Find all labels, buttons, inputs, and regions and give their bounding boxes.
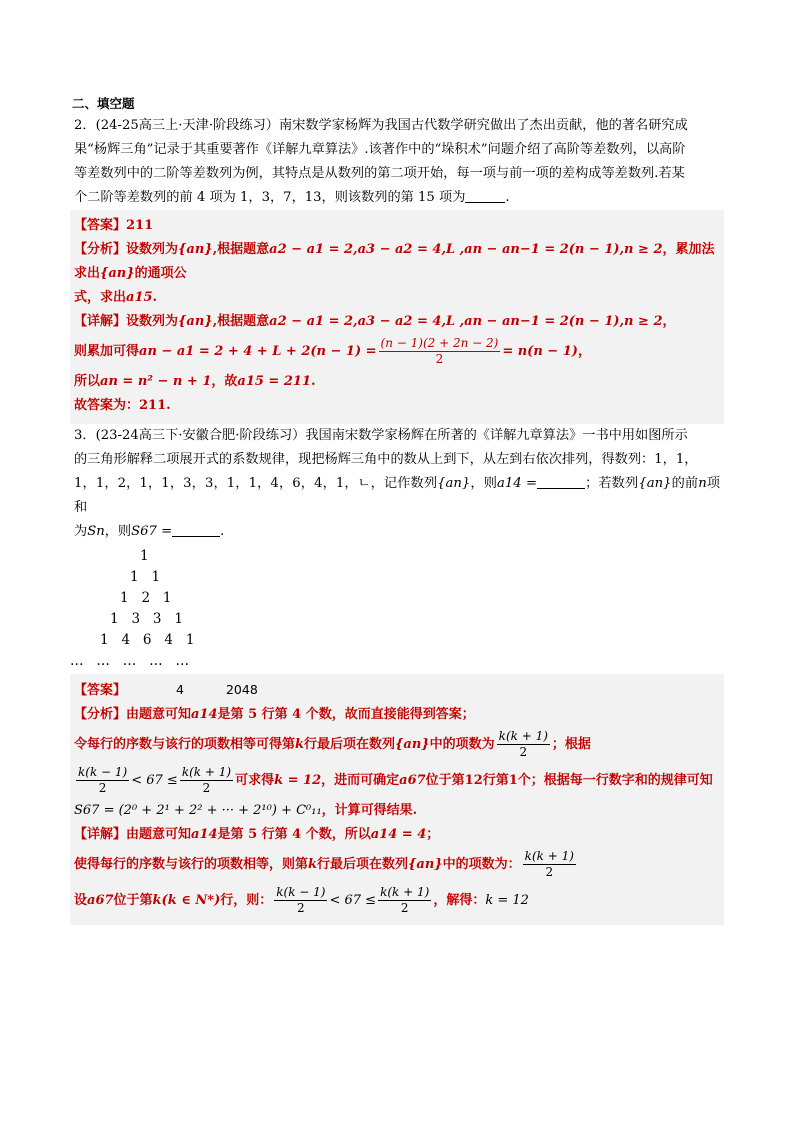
text: 设数列为 bbox=[126, 314, 179, 329]
triangle-row: 1 bbox=[140, 548, 149, 564]
math-expression: {an} bbox=[100, 266, 135, 281]
text: 行，则： bbox=[220, 893, 273, 908]
text: . bbox=[311, 374, 316, 389]
fraction-numerator: k(k + 1) bbox=[498, 729, 548, 743]
math-expression: S67 = bbox=[131, 524, 173, 539]
q3-line-1: 3．(23-24高三下·安徽合肥·阶段练习）我国南宋数学家杨辉在所著的《详解九章算法》一书中用如图所示 bbox=[74, 428, 688, 443]
section-title: 二、填空题 bbox=[72, 96, 135, 111]
text: 位于第12行第1个；根据每一行数字和的规律可知 bbox=[425, 773, 713, 788]
text: ，则 bbox=[470, 476, 498, 491]
fraction-numerator: k(k + 1) bbox=[524, 849, 574, 863]
text: ,根据题意 bbox=[212, 314, 270, 329]
math-expression: a67 bbox=[87, 893, 114, 908]
text: 是第 5 行第 4 个数，故而直接能得到答案； bbox=[217, 707, 475, 722]
q2-detail-line-3 bbox=[74, 370, 720, 394]
math-expression: a14 bbox=[191, 707, 218, 722]
text: 则累加可得 bbox=[74, 344, 140, 359]
analysis-tag: 【分析】 bbox=[74, 707, 127, 722]
math-expression: k bbox=[308, 857, 318, 872]
text: 设 bbox=[74, 893, 88, 908]
answer-blank bbox=[537, 476, 585, 489]
text: ， bbox=[577, 344, 591, 359]
text: ； bbox=[426, 827, 440, 842]
math-expression: k bbox=[295, 737, 305, 752]
math-expression: an = n² − n + 1 bbox=[100, 374, 212, 389]
text: 行最后项在数列 bbox=[317, 857, 409, 872]
text: 位于第 bbox=[113, 893, 153, 908]
text: 可求得 bbox=[235, 773, 275, 788]
math-expression: a2 − a1 = 2,a3 − a2 = 4,L ,an − an−1 = 2(n − 1),n ≥ 2 bbox=[269, 314, 663, 329]
text: 所以 bbox=[74, 374, 101, 389]
q2-solution-box bbox=[70, 210, 724, 424]
math-expression: = n(n − 1) bbox=[502, 344, 578, 359]
question-2 bbox=[70, 114, 724, 210]
q3-detail-line-2 bbox=[74, 847, 720, 883]
text: 1，1，2，1，1，3，3，1，1，4，6，4，1，ㄴ，记作数列 bbox=[74, 476, 438, 491]
fraction-denominator: 2 bbox=[400, 901, 409, 915]
answer-value: 211 bbox=[126, 218, 154, 233]
fraction-numerator: k(k − 1) bbox=[78, 765, 128, 779]
text: ，累加法求出 bbox=[74, 242, 715, 281]
fraction-denominator: 2 bbox=[297, 901, 305, 915]
text: ，进而可确定 bbox=[321, 773, 400, 788]
triangle-row: 1 4 6 4 1 bbox=[100, 632, 195, 648]
q3-line-4 bbox=[74, 520, 720, 544]
math-expression: {an} bbox=[178, 314, 213, 329]
triangle-row: … … … … … bbox=[70, 653, 189, 669]
document-page bbox=[70, 94, 724, 925]
q3-analysis-line-3 bbox=[74, 763, 720, 799]
answer-value-2: 2048 bbox=[225, 682, 258, 697]
question-3 bbox=[70, 424, 724, 544]
text: 的通项公 bbox=[134, 266, 187, 281]
text: . bbox=[220, 524, 225, 539]
math-expression: < 67 ≤ bbox=[131, 773, 178, 788]
q2-analysis-line-1 bbox=[74, 238, 720, 286]
math-expression: a15 = 211 bbox=[237, 374, 311, 389]
analysis-tag: 【分析】 bbox=[74, 242, 127, 257]
text: . bbox=[152, 290, 158, 305]
q2-analysis-line-2 bbox=[74, 286, 720, 310]
text: 项和 bbox=[74, 476, 721, 515]
text: ，解得： bbox=[433, 893, 486, 908]
fraction-denominator: 2 bbox=[435, 352, 444, 366]
q2-detail-line-2 bbox=[74, 334, 720, 370]
math-expression: k(k ∈ N*) bbox=[152, 893, 221, 908]
q2-final-answer: 故答案为：211. bbox=[74, 398, 171, 413]
q2-line-1: 2．(24-25高三上·天津·阶段练习）南宋数学家杨辉为我国古代数学研究做出了杰出贡献，他的著名研究成 bbox=[74, 118, 688, 133]
math-expression: {an} bbox=[178, 242, 213, 257]
math-expression: < 67 ≤ bbox=[329, 893, 377, 908]
triangle-row: 1 3 3 1 bbox=[110, 611, 183, 627]
q3-analysis-line-4 bbox=[74, 799, 720, 823]
math-expression: {an} bbox=[638, 476, 672, 491]
answer-value-1: 4 bbox=[176, 682, 184, 697]
q3-detail-line-3 bbox=[74, 883, 720, 919]
text: ；根据 bbox=[551, 737, 591, 752]
fraction-numerator: k(k − 1) bbox=[276, 885, 326, 899]
math-expression: {an} bbox=[437, 476, 471, 491]
q2-line-4 bbox=[74, 186, 720, 210]
triangle-row: 1 1 bbox=[130, 569, 161, 585]
math-expression: a14 bbox=[191, 827, 218, 842]
q2-line-3: 等差数列中的二阶等差数列为例，其特点是从数列的第二项开始，每一项与前一项的差构成等差数列.若某 bbox=[74, 166, 685, 181]
text: 设数列为 bbox=[126, 242, 179, 257]
q2-line-4-end: . bbox=[505, 190, 510, 205]
q2-detail-line-1 bbox=[74, 310, 720, 334]
fraction-denominator: 2 bbox=[545, 865, 554, 879]
answer-tag: 【答案】 bbox=[74, 683, 127, 698]
q3-detail-line-1 bbox=[74, 823, 720, 847]
detail-tag: 【详解】 bbox=[74, 314, 127, 329]
math-expression: a14 = 4 bbox=[370, 827, 427, 842]
q2-line-2: 果“杨辉三角”记录于其重要著作《详解九章算法》.该著作中的“垛积术”问题介绍了高阶等差数列，以高阶 bbox=[74, 142, 686, 157]
fraction-numerator: (n − 1)(2 + 2n − 2) bbox=[380, 336, 499, 350]
fraction bbox=[497, 729, 550, 760]
detail-tag: 【详解】 bbox=[74, 827, 127, 842]
fraction-denominator: 2 bbox=[202, 781, 211, 795]
math-expression: an − a1 = 2 + 4 + L + 2(n − 1) = bbox=[139, 344, 377, 359]
answer-blank bbox=[465, 190, 505, 203]
fraction bbox=[523, 849, 576, 880]
math-expression: Sn bbox=[87, 524, 105, 539]
text: ，故 bbox=[211, 374, 238, 389]
fraction bbox=[76, 765, 129, 796]
fraction bbox=[379, 336, 501, 367]
text: 中的项数为 bbox=[429, 737, 495, 752]
text: ；若数列 bbox=[585, 476, 639, 491]
q3-line-3 bbox=[74, 472, 720, 520]
math-expression: a14 = bbox=[497, 476, 538, 491]
fraction-numerator: k(k + 1) bbox=[181, 765, 232, 779]
math-expression: a67 bbox=[399, 773, 426, 788]
text: 由题意可知 bbox=[126, 707, 192, 722]
fraction bbox=[180, 765, 233, 796]
text: ， bbox=[662, 314, 676, 329]
text: ，则 bbox=[104, 524, 132, 539]
text: 是第 5 行第 4 个数，所以 bbox=[217, 827, 371, 842]
fraction bbox=[378, 885, 431, 916]
q3-line-2: 的三角形解释二项展开式的系数规律，现把杨辉三角中的数从上到下，从左到右依次排列，得数列：1，1， bbox=[74, 452, 698, 467]
fraction-numerator: k(k + 1) bbox=[380, 885, 430, 899]
text: 行最后项在数列 bbox=[304, 737, 396, 752]
text: 为 bbox=[74, 524, 88, 539]
text: 使得每行的序数与该行的项数相等，则第 bbox=[74, 857, 309, 872]
answer-blank bbox=[172, 524, 220, 537]
q2-answer bbox=[74, 214, 720, 238]
text: 中的项数为： bbox=[442, 857, 521, 872]
q3-analysis-line-1 bbox=[74, 703, 720, 727]
text: 令每行的序数与该行的项数相等可得第 bbox=[74, 737, 296, 752]
math-expression: a15 bbox=[126, 290, 153, 305]
fraction-denominator: 2 bbox=[519, 745, 528, 759]
math-expression: k = 12 bbox=[485, 893, 529, 908]
fraction-denominator: 2 bbox=[98, 781, 107, 795]
math-expression: a2 − a1 = 2,a3 − a2 = 4,L ,an − an−1 = 2(n − 1),n ≥ 2 bbox=[269, 242, 663, 257]
math-expression: S67 = (2⁰ + 2¹ + 2² + ··· + 2¹⁰) + C⁰₁₁ bbox=[74, 803, 322, 818]
math-expression: n bbox=[698, 476, 707, 491]
math-expression: {an} bbox=[408, 857, 443, 872]
q3-solution-box bbox=[70, 674, 724, 925]
text: 的前 bbox=[671, 476, 699, 491]
yang-hui-triangle bbox=[70, 546, 724, 672]
q3-answer bbox=[74, 678, 720, 703]
text: ,根据题意 bbox=[212, 242, 270, 257]
fraction bbox=[274, 885, 327, 916]
q3-analysis-line-2 bbox=[74, 727, 720, 763]
text: 式，求出 bbox=[74, 290, 127, 305]
text: 由题意可知 bbox=[126, 827, 192, 842]
text: ，计算可得结果. bbox=[321, 803, 418, 818]
math-expression: k = 12 bbox=[274, 773, 322, 788]
answer-tag: 【答案】 bbox=[74, 218, 127, 233]
triangle-row: 1 2 1 bbox=[120, 590, 172, 606]
math-expression: {an} bbox=[395, 737, 430, 752]
q2-line-4-text: 个二阶等差数列的前 4 项为 1，3，7，13，则该数列的第 15 项为 bbox=[74, 190, 466, 205]
